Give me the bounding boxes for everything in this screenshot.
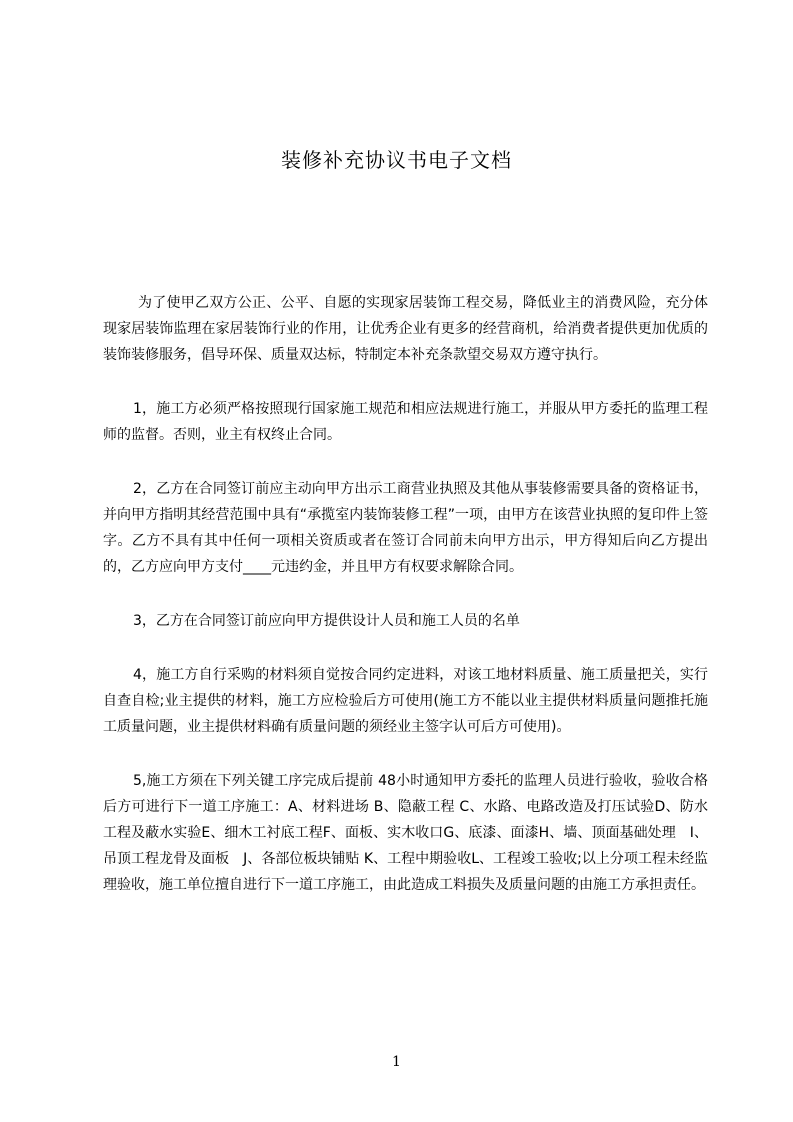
clause-5-paragraph: 5,施工方须在下列关键工序完成后提前 48小时通知甲方委托的监理人员进行验收，验收合格后方可进行下一道工序施工：A、材料进场 B、隐蔽工程 C、水路、电路改造及打压试验D、防水工程及蔽水实验E、细木工衬底工程F、面板、实木收口G、底漆、面漆H、墙、顶面基础处理 I、吊顶工程龙骨及面板 J、各部位板块铺贴 K、工程中期验收L、工程竣工验收;以上分项工程未经监理验收，施工单位擅自进行下一道工序施工，由此造成工料损失及质量问题的由施工方承担责任。 (103, 773, 708, 893)
document-title: 装修补充协议书电子文档 (281, 148, 512, 172)
clause-1-paragraph: 1，施工方必须严格按照现行国家施工规范和相应法规进行施工，并服从甲方委托的监理工程师的监督。否则，业主有权终止合同。 (103, 401, 708, 443)
clause-4-paragraph: 4，施工方自行采购的材料须自觉按合同约定进料，对该工地材料质量、施工质量把关，实行自查自检;业主提供的材料，施工方应检验后方可使用(施工方不能以业主提供材料质量问题推托施工质量问题，业主提供材料确有质量问题的须经业主签字认可后方可使用)。 (103, 667, 708, 735)
clause-2-paragraph: 2，乙方在合同签订前应主动向甲方出示工商营业执照及其他从事装修需要具备的资格证书，并向甲方指明其经营范围中具有“承揽室内装饰装修工程”一项，由甲方在该营业执照的复印件上签字。乙方不具有其中任何一项相关资质或者在签订合同前未向甲方出示，甲方得知后向乙方提出的，乙方应向甲方支付____元违约金，并且甲方有权要求解除合同。 (103, 481, 708, 575)
intro-paragraph: 为了使甲乙双方公正、公平、自愿的实现家居装饰工程交易，降低业主的消费风险，充分体现家居装饰监理在家居装饰行业的作用，让优秀企业有更多的经营商机，给消费者提供更加优质的装饰装修服务，倡导环保、质量双达标，特制定本补充条款望交易双方遵守执行。 (103, 295, 708, 363)
clause-3-paragraph: 3，乙方在合同签订前应向甲方提供设计人员和施工人员的名单 (133, 613, 520, 629)
document-body (103, 290, 708, 898)
page-number: 1 (392, 1054, 401, 1070)
